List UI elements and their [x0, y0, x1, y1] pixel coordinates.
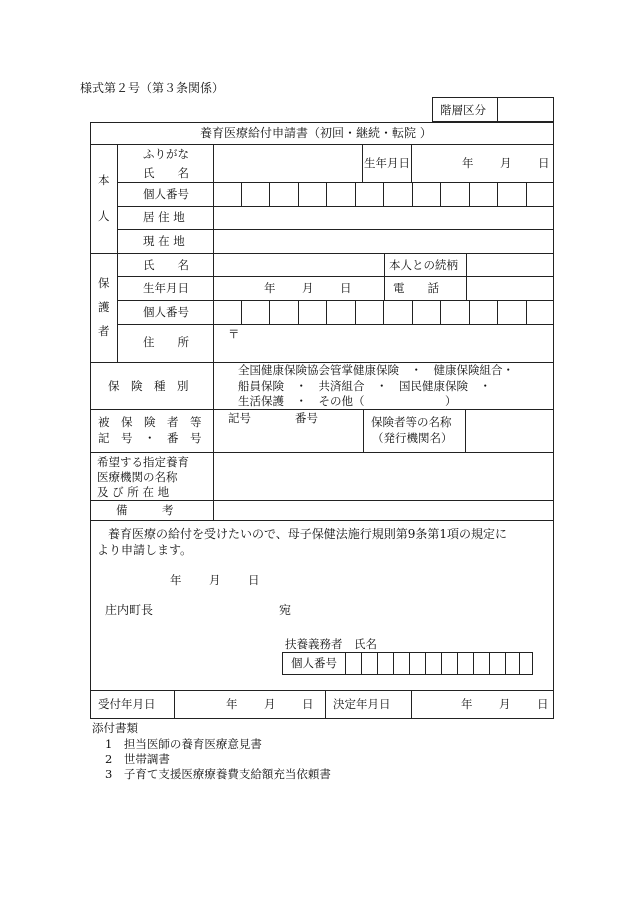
- facility-label-line3: 及 び 所 在 地: [97, 485, 170, 499]
- mayor-label: 庄内町長: [105, 603, 154, 617]
- attachment-item: 3 子育て支援医療療養費支給額充当依頼書: [105, 767, 331, 781]
- self-name-label: 氏 名: [143, 166, 189, 180]
- self-current-label: 現 在 地: [143, 234, 185, 248]
- digit-divider: [355, 300, 356, 324]
- attachment-item: 1 担当医師の養育医療意見書: [105, 737, 262, 751]
- divider: [90, 452, 554, 453]
- divider: [90, 520, 554, 521]
- facility-label-line1: 希望する指定養育: [97, 455, 189, 469]
- self-address-label: 居 住 地: [143, 210, 185, 224]
- digit-divider: [425, 652, 426, 675]
- digit-divider: [241, 182, 242, 206]
- guardian-phone-label: 電 話: [393, 281, 439, 295]
- received-month: 月: [264, 697, 276, 711]
- issuer-label-line1: 保険者等の名称: [371, 415, 452, 429]
- divider: [411, 144, 412, 182]
- applicant-number-label: 個人番号: [291, 656, 337, 670]
- statement-line2: より申請します。: [97, 543, 193, 557]
- divider: [497, 97, 498, 122]
- apply-month: 月: [209, 573, 221, 587]
- statement-line1: 養育医療の給付を受けたいので、母子保健法施行規則第9条第1項の規定に: [108, 527, 508, 541]
- divider: [362, 144, 363, 182]
- divider: [117, 144, 118, 253]
- digit-divider: [412, 300, 413, 324]
- digit-divider: [497, 182, 498, 206]
- divider: [117, 206, 554, 207]
- divider: [90, 500, 554, 501]
- digit-divider: [519, 652, 520, 675]
- digit-divider: [361, 652, 362, 675]
- digit-divider: [377, 652, 378, 675]
- class-label: 階層区分: [440, 103, 486, 117]
- apply-day: 日: [248, 573, 260, 587]
- digit-divider: [440, 300, 441, 324]
- guardian-side-char-2: 護: [98, 300, 110, 314]
- divider: [117, 253, 118, 362]
- issuer-label-line2: （発行機関名）: [372, 431, 453, 445]
- digit-divider: [526, 182, 527, 206]
- guardian-relation-label: 本人との続柄: [389, 258, 458, 272]
- self-birth-month: 月: [500, 156, 512, 170]
- insurance-options-line2: 船員保険 ・ 共済組合 ・ 国民健康保険 ・: [238, 379, 491, 393]
- self-side-char-1: 本: [98, 173, 110, 187]
- guardian-birth-year: 年: [264, 281, 276, 295]
- digit-divider: [269, 182, 270, 206]
- guardian-address-label: 住 所: [143, 335, 189, 349]
- digit-divider: [345, 652, 346, 675]
- applicant-label: 扶養義務者 氏名: [285, 637, 377, 651]
- self-birth-year: 年: [462, 156, 474, 170]
- self-birth-label: 生年月日: [364, 156, 410, 170]
- digit-divider: [383, 300, 384, 324]
- divider: [325, 690, 326, 719]
- postal-mark: 〒: [228, 327, 240, 341]
- divider: [174, 690, 175, 719]
- received-label: 受付年月日: [98, 697, 156, 711]
- decided-day: 日: [537, 697, 549, 711]
- divider: [90, 409, 554, 410]
- attachment-item: 2 世帯調書: [105, 752, 170, 766]
- digit-divider: [412, 182, 413, 206]
- digit-divider: [409, 652, 410, 675]
- insurance-type-label: 保 険 種 別: [108, 379, 189, 393]
- digit-divider: [326, 182, 327, 206]
- divider: [213, 144, 214, 253]
- furigana-label: ふりがな: [143, 147, 189, 161]
- divider: [117, 300, 554, 301]
- decided-month: 月: [499, 697, 511, 711]
- divider: [90, 144, 554, 145]
- apply-year: 年: [170, 573, 182, 587]
- insurance-options-line1: 全国健康保険協会管掌健康保険 ・ 健康保険組合・: [238, 363, 514, 377]
- form-title: 養育医療給付申請書（初回・継続・転院 ）: [200, 126, 432, 140]
- divider: [90, 690, 554, 691]
- attachments-heading: 添付書類: [92, 721, 138, 735]
- divider: [411, 690, 412, 719]
- addressee-label: 宛: [279, 603, 292, 617]
- digit-divider: [526, 300, 527, 324]
- guardian-my-number-label: 個人番号: [143, 305, 189, 319]
- digit-divider: [457, 652, 458, 675]
- digit-divider: [326, 300, 327, 324]
- form-number: 様式第２号（第３条関係）: [80, 81, 225, 95]
- digit-divider: [473, 652, 474, 675]
- guardian-side-char-1: 保: [98, 276, 110, 290]
- guardian-side-char-3: 者: [98, 324, 110, 338]
- digit-divider: [505, 652, 506, 675]
- divider: [117, 276, 554, 277]
- number-label: 番号: [295, 411, 318, 425]
- self-my-number-label: 個人番号: [143, 187, 189, 201]
- guardian-name-label: 氏 名: [143, 258, 189, 272]
- remarks-label: 備 考: [116, 503, 174, 517]
- guardian-birth-day: 日: [340, 281, 352, 295]
- divider: [90, 253, 554, 254]
- guardian-birth-month: 月: [302, 281, 314, 295]
- divider: [117, 324, 554, 325]
- digit-divider: [489, 652, 490, 675]
- digit-divider: [355, 182, 356, 206]
- guardian-birth-label: 生年月日: [143, 281, 189, 295]
- digit-divider: [469, 300, 470, 324]
- self-birth-day: 日: [538, 156, 550, 170]
- digit-divider: [393, 652, 394, 675]
- self-side-char-2: 人: [98, 209, 110, 223]
- digit-divider: [269, 300, 270, 324]
- divider: [465, 409, 466, 452]
- received-year: 年: [226, 697, 238, 711]
- received-day: 日: [302, 697, 314, 711]
- insured-label-line2: 記 号 ・ 番 号: [98, 431, 202, 445]
- decided-label: 決定年月日: [333, 697, 391, 711]
- digit-divider: [441, 652, 442, 675]
- divider: [363, 409, 364, 452]
- divider: [117, 229, 554, 230]
- digit-divider: [298, 300, 299, 324]
- decided-year: 年: [461, 697, 473, 711]
- divider: [213, 500, 214, 520]
- insurance-options-line3: 生活保護 ・ その他（ ）: [238, 394, 457, 408]
- digit-divider: [497, 300, 498, 324]
- digit-divider: [383, 182, 384, 206]
- divider: [117, 182, 554, 183]
- symbol-label: 記号: [228, 411, 251, 425]
- digit-divider: [440, 182, 441, 206]
- facility-label-line2: 医療機関の名称: [97, 470, 178, 484]
- digit-divider: [298, 182, 299, 206]
- divider: [213, 253, 214, 362]
- digit-divider: [469, 182, 470, 206]
- insured-label-line1: 被 保 険 者 等: [98, 415, 202, 429]
- digit-divider: [241, 300, 242, 324]
- divider: [213, 362, 214, 500]
